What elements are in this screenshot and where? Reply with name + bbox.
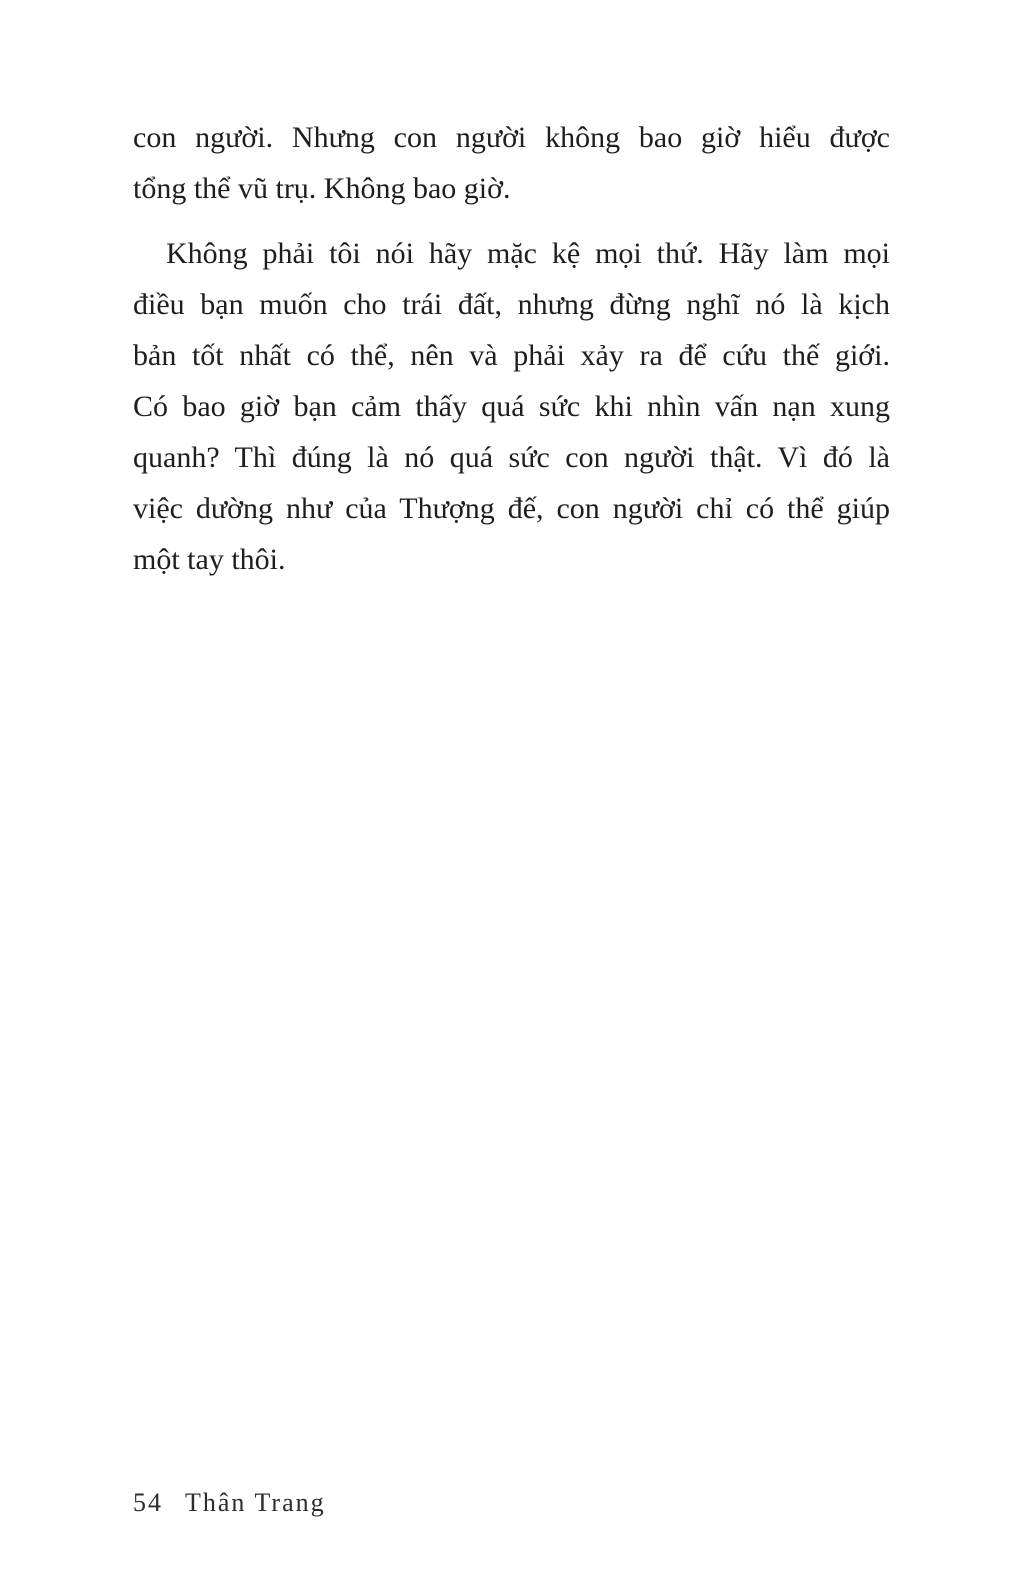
paragraph-2-line-4: Có bao giờ bạn cảm thấy quá sức khi nhìn vấn nạn xung: [133, 390, 890, 423]
running-title: Thân Trang: [185, 1488, 326, 1517]
paragraph-2-line-6: việc dường như của Thượng đế, con người chỉ có thể giúp: [133, 492, 890, 525]
paragraph-1-line-2: tổng thể vũ trụ. Không bao giờ.: [133, 172, 511, 205]
paragraph-1: [133, 112, 890, 214]
paragraph-2-line-3: bản tốt nhất có thể, nên và phải xảy ra để cứu thế giới.: [133, 339, 890, 372]
paragraph-2-line-5: quanh? Thì đúng là nó quá sức con người thật. Vì đó là: [133, 441, 890, 474]
paragraph-2-line-7: một tay thôi.: [133, 543, 286, 576]
page-number: 54: [133, 1488, 163, 1517]
paragraph-2-line-1: Không phải tôi nói hãy mặc kệ mọi thứ. Hãy làm mọi: [166, 237, 890, 270]
page-body: [133, 112, 890, 585]
paragraph-2: [133, 228, 890, 585]
page-footer: [133, 1487, 890, 1519]
paragraph-1-line-1: con người. Nhưng con người không bao giờ hiểu được: [133, 121, 890, 154]
paragraph-2-line-2: điều bạn muốn cho trái đất, nhưng đừng nghĩ nó là kịch: [133, 288, 890, 321]
